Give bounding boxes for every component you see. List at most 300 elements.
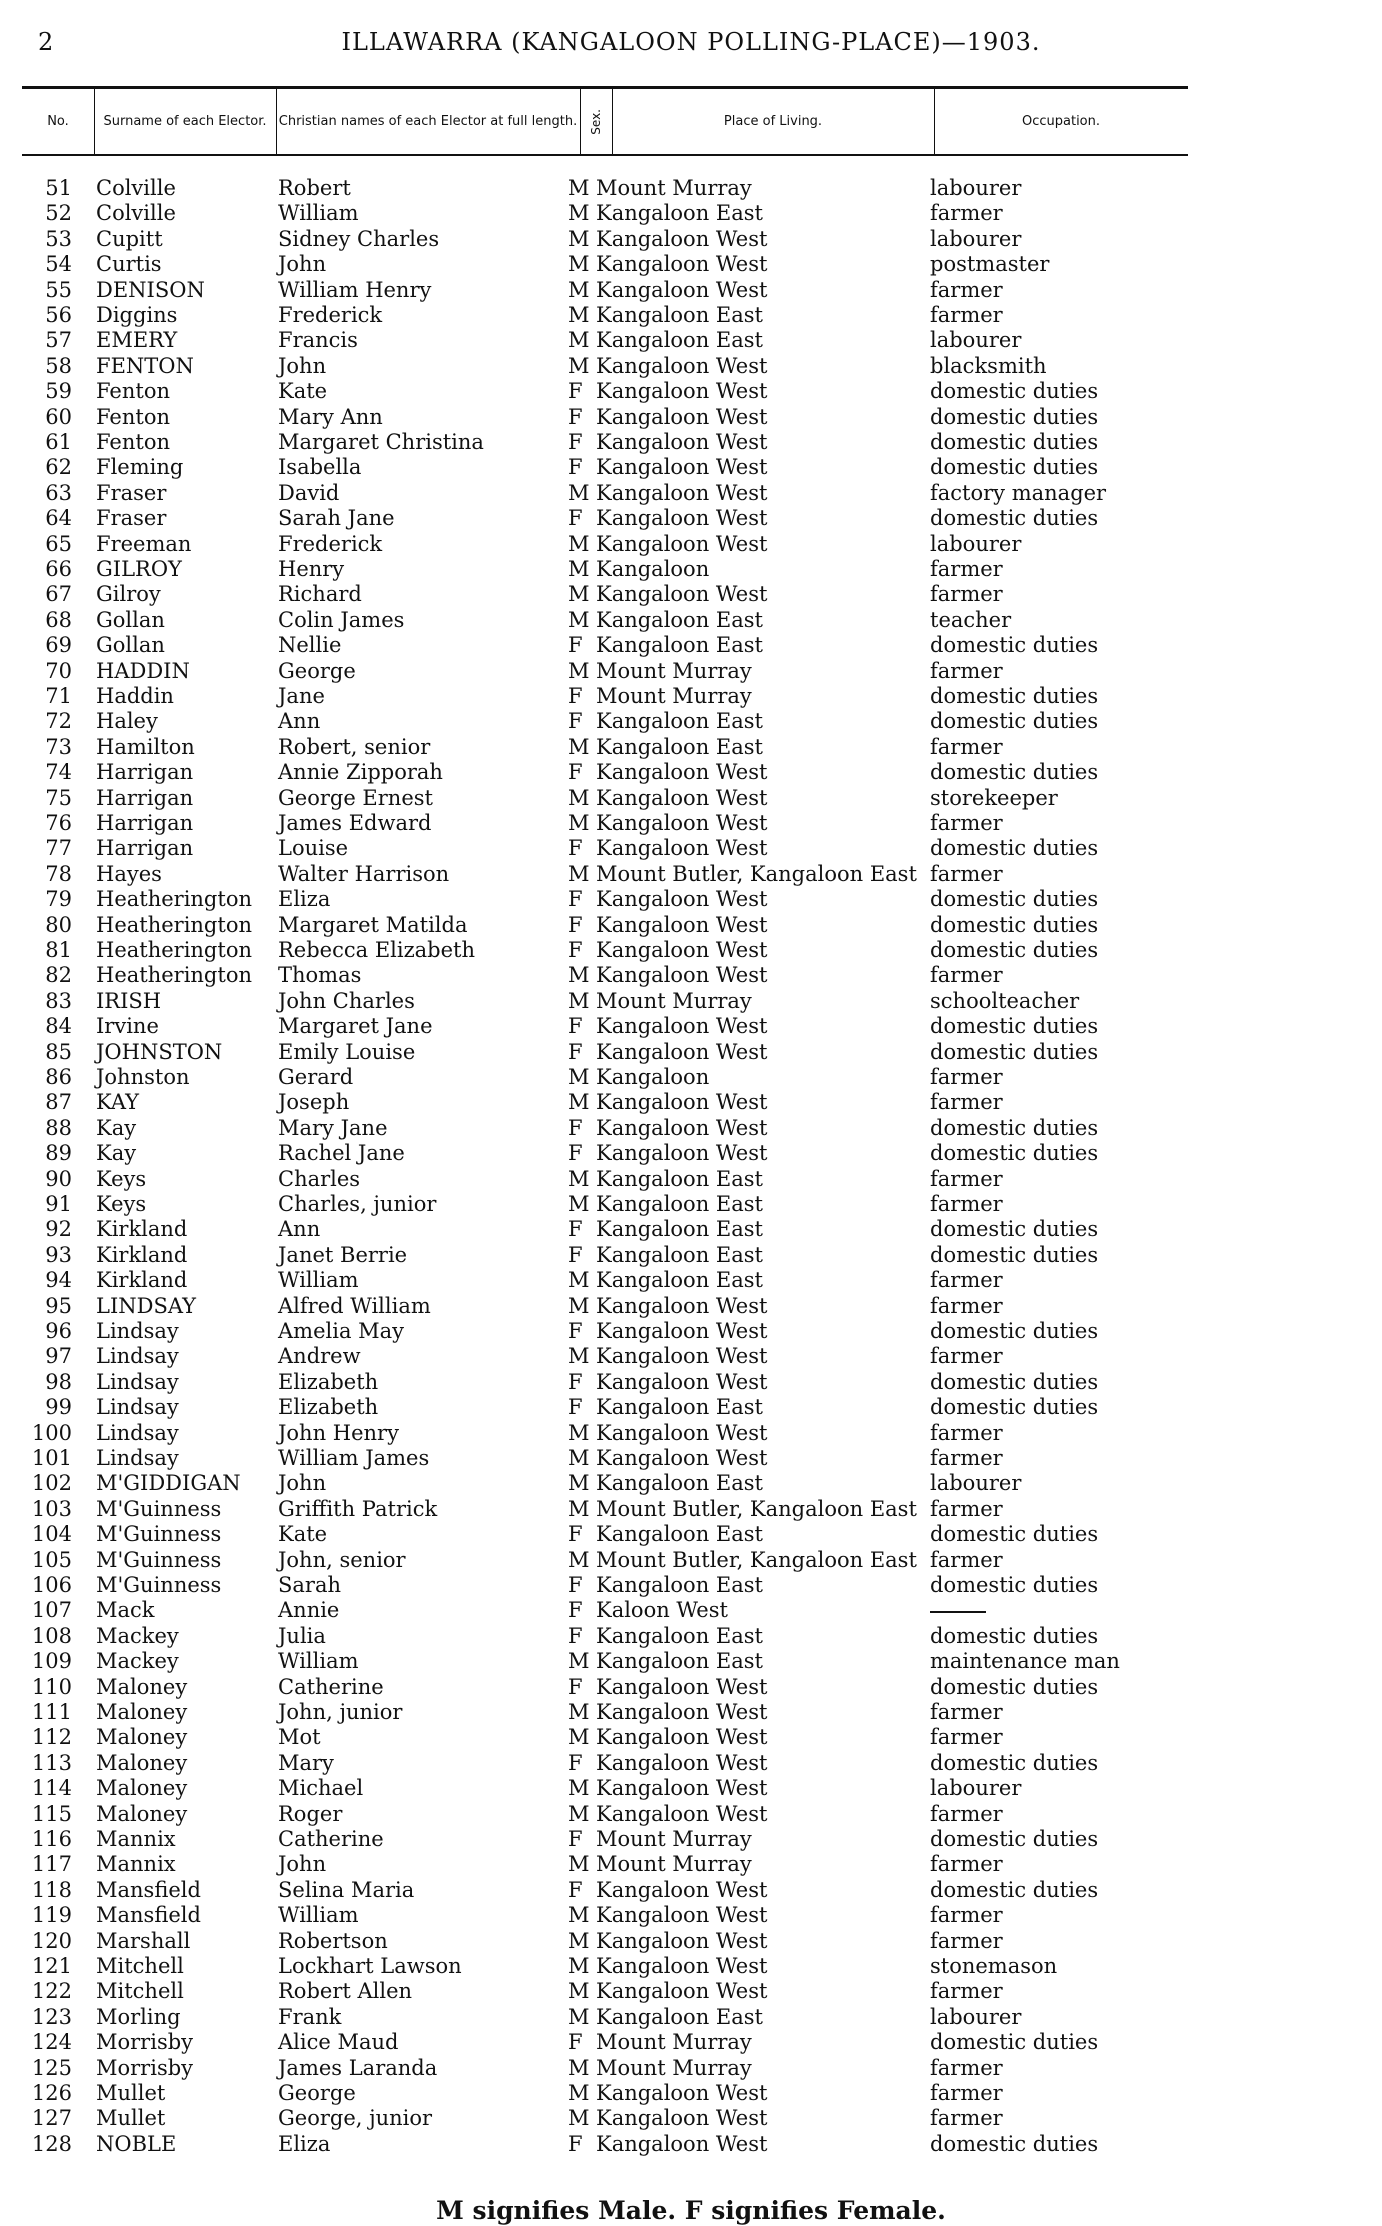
elector-number: 85 xyxy=(45,1039,72,1064)
elector-surname: KAY xyxy=(96,1090,140,1115)
elector-place-of-living: Kangaloon West xyxy=(596,2131,768,2156)
elector-sex: M xyxy=(568,1700,590,1724)
elector-christian-names: Elizabeth xyxy=(278,1395,379,1420)
elector-christian-names: Mary Ann xyxy=(278,404,383,429)
elector-occupation: farmer xyxy=(930,1192,1003,1216)
elector-number: 128 xyxy=(31,2131,72,2156)
elector-christian-names: James Laranda xyxy=(278,2055,438,2080)
elector-sex: F xyxy=(568,760,583,785)
elector-number: 125 xyxy=(31,2055,72,2080)
table-row xyxy=(0,557,1382,582)
elector-sex: M xyxy=(568,201,590,226)
table-row xyxy=(0,938,1382,963)
elector-number: 61 xyxy=(45,430,72,454)
elector-surname: M'Guinness xyxy=(96,1496,222,1521)
elector-surname: Hamilton xyxy=(96,734,195,759)
elector-occupation: domestic duties xyxy=(930,1014,1099,1039)
elector-christian-names: Walter Harrison xyxy=(278,861,450,886)
elector-surname: Harrigan xyxy=(96,785,194,810)
elector-surname: HADDIN xyxy=(96,658,190,683)
elector-occupation: farmer xyxy=(930,811,1003,835)
elector-surname: Harrigan xyxy=(96,811,194,835)
elector-occupation: domestic duties xyxy=(930,379,1099,404)
header-occupation: Occupation. xyxy=(1021,113,1101,129)
header-no: No. xyxy=(47,113,69,129)
elector-place-of-living: Kangaloon West xyxy=(596,226,768,251)
elector-place-of-living: Kangaloon West xyxy=(596,1446,768,1470)
table-row xyxy=(0,176,1382,201)
elector-place-of-living: Kangaloon West xyxy=(596,1115,768,1140)
elector-place-of-living: Kangaloon West xyxy=(596,887,768,912)
table-row xyxy=(0,1929,1382,1954)
elector-christian-names: Emily Louise xyxy=(278,1039,416,1064)
elector-occupation: domestic duties xyxy=(930,1750,1099,1775)
elector-occupation xyxy=(930,1598,986,1623)
elector-surname: Fenton xyxy=(96,404,170,429)
elector-surname: Lindsay xyxy=(96,1446,179,1470)
elector-place-of-living: Mount Murray xyxy=(596,684,752,708)
elector-surname: Mullet xyxy=(96,2106,166,2131)
elector-surname: Kirkland xyxy=(96,1217,188,1242)
elector-occupation: farmer xyxy=(930,1979,1003,2004)
elector-sex: M xyxy=(568,658,590,683)
table-row xyxy=(0,2081,1382,2106)
table-row xyxy=(0,1116,1382,1141)
elector-place-of-living: Kangaloon West xyxy=(596,2106,768,2131)
elector-sex: M xyxy=(568,1268,590,1293)
elector-place-of-living: Kangaloon East xyxy=(596,201,763,226)
elector-christian-names: Julia xyxy=(278,1623,326,1648)
elector-christian-names: Mary Jane xyxy=(278,1115,388,1140)
table-row xyxy=(0,887,1382,912)
table-row xyxy=(0,684,1382,709)
elector-place-of-living: Kangaloon West xyxy=(596,1293,768,1318)
elector-christian-names: Rebecca Elizabeth xyxy=(278,938,476,962)
elector-sex: F xyxy=(568,430,583,454)
table-row xyxy=(0,913,1382,938)
elector-place-of-living: Kangaloon West xyxy=(596,1801,768,1826)
table-row xyxy=(0,278,1382,303)
elector-place-of-living: Kangaloon West xyxy=(596,938,768,962)
elector-christian-names: John, senior xyxy=(278,1547,406,1572)
elector-sex: M xyxy=(568,2081,590,2105)
elector-sex: M xyxy=(568,1192,590,1216)
table-row xyxy=(0,227,1382,252)
elector-christian-names: George xyxy=(278,658,356,683)
table-row xyxy=(0,1802,1382,1827)
elector-sex: M xyxy=(568,1852,590,1877)
elector-christian-names: Colin James xyxy=(278,607,405,632)
elector-occupation: farmer xyxy=(930,1420,1003,1445)
table-row xyxy=(0,354,1382,379)
elector-number: 94 xyxy=(45,1268,72,1293)
elector-number: 62 xyxy=(45,455,72,480)
elector-christian-names: Joseph xyxy=(278,1090,350,1115)
table-row xyxy=(0,1192,1382,1217)
elector-place-of-living: Kangaloon West xyxy=(596,760,768,785)
elector-number: 81 xyxy=(45,938,72,962)
elector-surname: Lindsay xyxy=(96,1420,179,1445)
elector-number: 120 xyxy=(31,1928,72,1953)
elector-christian-names: James Edward xyxy=(278,811,432,835)
elector-surname: Haddin xyxy=(96,684,174,708)
table-row xyxy=(0,963,1382,988)
elector-occupation: schoolteacher xyxy=(930,988,1080,1013)
elector-sex: F xyxy=(568,1750,583,1775)
elector-christian-names: Robert xyxy=(278,176,351,200)
table-row xyxy=(0,1395,1382,1420)
table-row xyxy=(0,1497,1382,1522)
elector-christian-names: Thomas xyxy=(278,963,362,988)
elector-number: 75 xyxy=(45,785,72,810)
elector-surname: DENISON xyxy=(96,277,205,302)
elector-number: 60 xyxy=(45,404,72,429)
elector-place-of-living: Mount Murray xyxy=(596,2055,752,2080)
header-sex: Sex. xyxy=(589,108,603,135)
elector-number: 102 xyxy=(31,1471,72,1496)
elector-sex: M xyxy=(568,480,590,505)
elector-christian-names: Robertson xyxy=(278,1928,388,1953)
elector-occupation: domestic duties xyxy=(930,1319,1099,1343)
elector-surname: Diggins xyxy=(96,303,178,327)
elector-number: 106 xyxy=(31,1573,72,1597)
elector-place-of-living: Kangaloon West xyxy=(596,455,768,480)
elector-place-of-living: Kangaloon West xyxy=(596,1979,768,2004)
elector-place-of-living: Kangaloon West xyxy=(596,1014,768,1039)
table-row xyxy=(0,862,1382,887)
table-row xyxy=(0,1675,1382,1700)
elector-christian-names: Kate xyxy=(278,379,328,404)
elector-occupation: domestic duties xyxy=(930,1217,1099,1242)
elector-occupation: farmer xyxy=(930,1928,1003,1953)
elector-christian-names: Nellie xyxy=(278,633,342,658)
elector-occupation: domestic duties xyxy=(930,404,1099,429)
elector-sex: M xyxy=(568,2004,590,2029)
elector-occupation: teacher xyxy=(930,607,1012,632)
table-row xyxy=(0,1065,1382,1090)
elector-christian-names: Frank xyxy=(278,2004,342,2029)
elector-number: 64 xyxy=(45,506,72,531)
elector-surname: JOHNSTON xyxy=(96,1039,223,1064)
elector-number: 98 xyxy=(45,1369,72,1394)
elector-sex: F xyxy=(568,379,583,404)
elector-christian-names: Alfred William xyxy=(278,1293,431,1318)
elector-place-of-living: Kangaloon West xyxy=(596,2081,768,2105)
elector-occupation: farmer xyxy=(930,277,1003,302)
elector-occupation: farmer xyxy=(930,582,1003,607)
elector-place-of-living: Kangaloon West xyxy=(596,404,768,429)
table-row xyxy=(0,328,1382,353)
table-row xyxy=(0,1776,1382,1801)
header-sex-cell xyxy=(580,89,612,154)
elector-place-of-living: Kangaloon West xyxy=(596,836,768,861)
elector-occupation: domestic duties xyxy=(930,1674,1099,1699)
elector-sex: M xyxy=(568,1801,590,1826)
elector-sex: M xyxy=(568,1344,590,1369)
elector-number: 122 xyxy=(31,1979,72,2004)
elector-place-of-living: Kangaloon East xyxy=(596,709,763,734)
elector-christian-names: Charles, junior xyxy=(278,1192,437,1216)
elector-surname: Johnston xyxy=(96,1065,190,1089)
elector-number: 77 xyxy=(45,836,72,861)
table-row xyxy=(0,2030,1382,2055)
elector-surname: Mitchell xyxy=(96,1979,184,2004)
elector-surname: Heatherington xyxy=(96,912,252,937)
table-row xyxy=(0,1090,1382,1115)
table-row xyxy=(0,1040,1382,1065)
elector-occupation: farmer xyxy=(930,303,1003,327)
elector-christian-names: George Ernest xyxy=(278,785,433,810)
elector-surname: Hayes xyxy=(96,861,162,886)
header-divider xyxy=(934,89,935,154)
elector-occupation: farmer xyxy=(930,1293,1003,1318)
elector-occupation: farmer xyxy=(930,1090,1003,1115)
elector-surname: M'Guinness xyxy=(96,1547,222,1572)
elector-number: 95 xyxy=(45,1293,72,1318)
elector-number: 107 xyxy=(31,1598,72,1623)
table-row xyxy=(0,1700,1382,1725)
elector-christian-names: Charles xyxy=(278,1166,361,1191)
elector-number: 104 xyxy=(31,1522,72,1547)
elector-number: 99 xyxy=(45,1395,72,1420)
elector-christian-names: Amelia May xyxy=(278,1319,405,1343)
table-row xyxy=(0,1573,1382,1598)
table-row xyxy=(0,1344,1382,1369)
elector-surname: Fenton xyxy=(96,430,170,454)
elector-place-of-living: Kangaloon East xyxy=(596,633,763,658)
elector-sex: M xyxy=(568,1725,590,1750)
elector-sex: M xyxy=(568,252,590,277)
elector-sex: F xyxy=(568,633,583,658)
elector-surname: Heatherington xyxy=(96,938,252,962)
page-title: ILLAWARRA (KANGALOON POLLING-PLACE)—1903. xyxy=(341,28,1041,56)
table-row xyxy=(0,760,1382,785)
table-row xyxy=(0,1446,1382,1471)
elector-surname: Mansfield xyxy=(96,1903,201,1928)
elector-place-of-living: Kangaloon West xyxy=(596,531,768,556)
elector-surname: Cupitt xyxy=(96,226,163,251)
elector-number: 53 xyxy=(45,226,72,251)
table-row xyxy=(0,379,1382,404)
elector-occupation: labourer xyxy=(930,226,1022,251)
elector-christian-names: George xyxy=(278,2081,356,2105)
elector-sex: M xyxy=(568,734,590,759)
elector-christian-names: George, junior xyxy=(278,2106,433,2131)
table-row xyxy=(0,709,1382,734)
elector-occupation: domestic duties xyxy=(930,1242,1099,1267)
elector-sex: F xyxy=(568,1319,583,1343)
elector-number: 111 xyxy=(31,1700,72,1724)
elector-sex: F xyxy=(568,1877,583,1902)
table-row xyxy=(0,2132,1382,2157)
elector-sex: M xyxy=(568,1065,590,1089)
table-row xyxy=(0,1370,1382,1395)
elector-place-of-living: Kangaloon East xyxy=(596,1471,763,1496)
elector-number: 114 xyxy=(31,1776,72,1801)
elector-christian-names: Jane xyxy=(278,684,325,708)
elector-occupation: domestic duties xyxy=(930,1573,1099,1597)
elector-surname: Morrisby xyxy=(96,2055,194,2080)
elector-occupation: domestic duties xyxy=(930,455,1099,480)
elector-surname: Colville xyxy=(96,176,176,200)
elector-sex: F xyxy=(568,912,583,937)
header-divider xyxy=(580,89,581,154)
elector-surname: Mansfield xyxy=(96,1877,201,1902)
elector-occupation: labourer xyxy=(930,176,1022,200)
elector-number: 113 xyxy=(31,1750,72,1775)
elector-sex: M xyxy=(568,785,590,810)
elector-occupation: farmer xyxy=(930,1065,1003,1089)
elector-christian-names: Mot xyxy=(278,1725,321,1750)
elector-surname: Mitchell xyxy=(96,1954,184,1978)
elector-number: 110 xyxy=(31,1674,72,1699)
elector-number: 52 xyxy=(45,201,72,226)
elector-sex: M xyxy=(568,1090,590,1115)
elector-sex: M xyxy=(568,1649,590,1674)
elector-christian-names: Margaret Jane xyxy=(278,1014,433,1039)
elector-christian-names: Richard xyxy=(278,582,362,607)
header-place: Place of Living. xyxy=(723,113,823,129)
table-row xyxy=(0,455,1382,480)
elector-christian-names: Robert Allen xyxy=(278,1979,413,2004)
elector-number: 124 xyxy=(31,2030,72,2055)
elector-surname: Mannix xyxy=(96,1852,176,1877)
elector-sex: M xyxy=(568,1954,590,1978)
elector-occupation: postmaster xyxy=(930,252,1050,277)
elector-christian-names: Francis xyxy=(278,328,358,353)
elector-christian-names: Sarah xyxy=(278,1573,341,1597)
elector-sex: F xyxy=(568,1014,583,1039)
elector-occupation: domestic duties xyxy=(930,1141,1099,1166)
elector-place-of-living: Mount Butler, Kangaloon East xyxy=(596,1547,917,1572)
elector-number: 57 xyxy=(45,328,72,353)
elector-place-of-living: Kangaloon West xyxy=(596,277,768,302)
elector-number: 59 xyxy=(45,379,72,404)
elector-christian-names: Catherine xyxy=(278,1827,384,1851)
elector-surname: Heatherington xyxy=(96,963,252,988)
elector-surname: Keys xyxy=(96,1192,147,1216)
elector-surname: Freeman xyxy=(96,531,192,556)
elector-occupation: factory manager xyxy=(930,480,1107,505)
elector-surname: Irvine xyxy=(96,1014,159,1039)
elector-occupation: domestic duties xyxy=(930,1877,1099,1902)
elector-surname: Mullet xyxy=(96,2081,166,2105)
elector-occupation: domestic duties xyxy=(930,1827,1099,1851)
table-row xyxy=(0,1421,1382,1446)
table-row xyxy=(0,1979,1382,2004)
table-header-rule xyxy=(22,154,1188,156)
table-row xyxy=(0,1624,1382,1649)
elector-christian-names: Catherine xyxy=(278,1674,384,1699)
elector-sex: F xyxy=(568,1141,583,1166)
elector-sex: M xyxy=(568,1928,590,1953)
elector-christian-names: John Henry xyxy=(278,1420,399,1445)
elector-sex: M xyxy=(568,1547,590,1572)
elector-number: 70 xyxy=(45,658,72,683)
elector-sex: M xyxy=(568,582,590,607)
elector-christian-names: William James xyxy=(278,1446,430,1470)
elector-christian-names: Margaret Christina xyxy=(278,430,484,454)
elector-place-of-living: Kangaloon West xyxy=(596,1700,768,1724)
elector-place-of-living: Kangaloon West xyxy=(596,1954,768,1978)
elector-place-of-living: Kangaloon West xyxy=(596,506,768,531)
elector-sex: M xyxy=(568,1471,590,1496)
table-row xyxy=(0,1827,1382,1852)
elector-sex: M xyxy=(568,988,590,1013)
elector-christian-names: Elizabeth xyxy=(278,1369,379,1394)
elector-number: 126 xyxy=(31,2081,72,2105)
footer-legend: M signifies Male. F signifies Female. xyxy=(436,2196,946,2225)
table-row xyxy=(0,1852,1382,1877)
table-row xyxy=(0,1954,1382,1979)
elector-christian-names: John Charles xyxy=(278,988,415,1013)
elector-surname: Curtis xyxy=(96,252,162,277)
elector-surname: Maloney xyxy=(96,1700,188,1724)
elector-number: 96 xyxy=(45,1319,72,1343)
elector-occupation: domestic duties xyxy=(930,2131,1099,2156)
elector-occupation: farmer xyxy=(930,1852,1003,1877)
elector-christian-names: Frederick xyxy=(278,531,383,556)
header-christian-names: Christian names of each Elector at full length. xyxy=(278,113,578,129)
elector-occupation: stonemason xyxy=(930,1954,1058,1978)
elector-christian-names: Mary xyxy=(278,1750,334,1775)
elector-surname: Colville xyxy=(96,201,176,226)
elector-christian-names: Janet Berrie xyxy=(278,1242,408,1267)
elector-occupation: domestic duties xyxy=(930,633,1099,658)
elector-number: 105 xyxy=(31,1547,72,1572)
table-row xyxy=(0,1014,1382,1039)
elector-occupation: farmer xyxy=(930,1547,1003,1572)
elector-occupation: domestic duties xyxy=(930,1623,1099,1648)
elector-sex: M xyxy=(568,607,590,632)
elector-number: 101 xyxy=(31,1446,72,1470)
elector-sex: F xyxy=(568,1217,583,1242)
elector-number: 54 xyxy=(45,252,72,277)
elector-place-of-living: Kangaloon West xyxy=(596,430,768,454)
elector-christian-names: Annie Zipporah xyxy=(278,760,443,785)
elector-number: 82 xyxy=(45,963,72,988)
table-row xyxy=(0,481,1382,506)
elector-number: 90 xyxy=(45,1166,72,1191)
elector-occupation: labourer xyxy=(930,2004,1022,2029)
elector-sex: M xyxy=(568,811,590,835)
elector-occupation: farmer xyxy=(930,1700,1003,1724)
elector-sex: F xyxy=(568,1395,583,1420)
table-row xyxy=(0,1598,1382,1623)
elector-occupation: labourer xyxy=(930,328,1022,353)
elector-occupation: farmer xyxy=(930,861,1003,886)
elector-place-of-living: Kangaloon East xyxy=(596,1192,763,1216)
elector-number: 108 xyxy=(31,1623,72,1648)
elector-occupation: farmer xyxy=(930,557,1003,581)
elector-sex: M xyxy=(568,1903,590,1928)
elector-sex: M xyxy=(568,963,590,988)
elector-christian-names: William xyxy=(278,1903,359,1928)
elector-sex: F xyxy=(568,1674,583,1699)
elector-sex: M xyxy=(568,531,590,556)
elector-occupation: domestic duties xyxy=(930,938,1099,962)
elector-number: 109 xyxy=(31,1649,72,1674)
elector-occupation: farmer xyxy=(930,1725,1003,1750)
elector-place-of-living: Kangaloon West xyxy=(596,1725,768,1750)
elector-sex: M xyxy=(568,1446,590,1470)
elector-occupation: blacksmith xyxy=(930,353,1047,378)
table-row xyxy=(0,303,1382,328)
elector-number: 74 xyxy=(45,760,72,785)
table-row xyxy=(0,532,1382,557)
header-divider xyxy=(612,89,613,154)
elector-place-of-living: Kangaloon xyxy=(596,1065,710,1089)
